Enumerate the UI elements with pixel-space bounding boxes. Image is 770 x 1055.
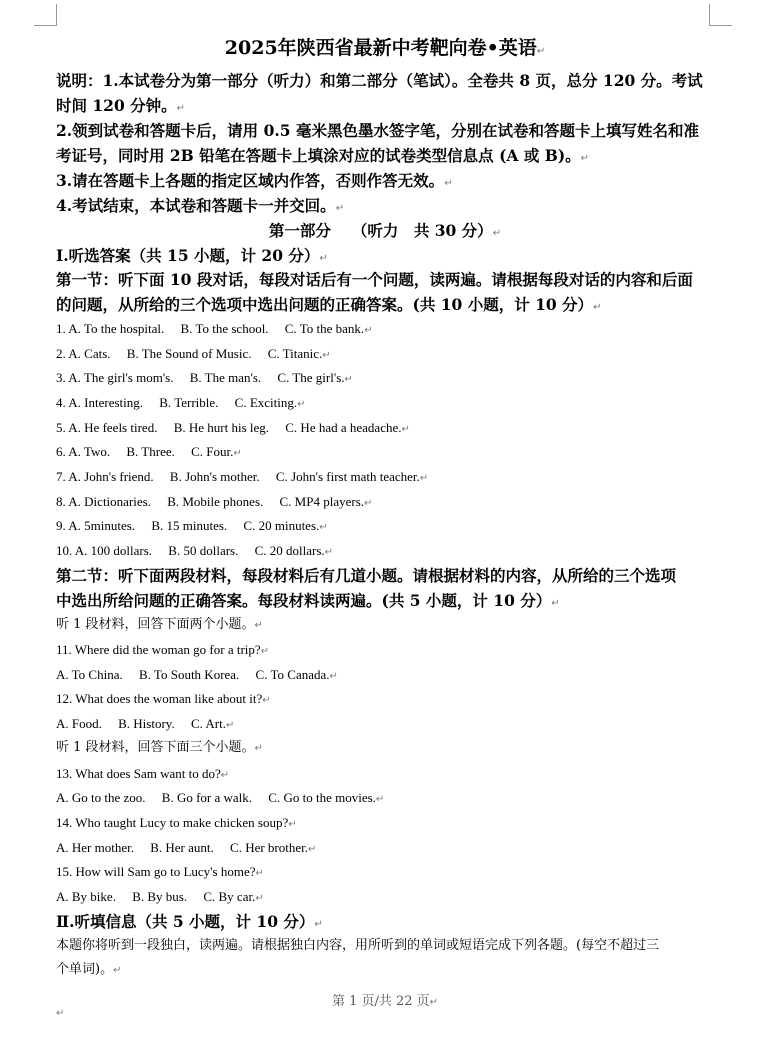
section1-sub1-text: 第一节：听下面 10 段对话，每段对话后有一个问题，读两遍。请根据每段对话的内容和后面 — [56, 270, 693, 289]
question-options: A. Her mother. B. Her aunt. C. Her brother.↵ — [56, 840, 317, 855]
question-item: 4. A. Interesting. B. Terrible. C. Exciting.↵ — [56, 395, 306, 410]
paragraph-mark: ↵ — [56, 1008, 65, 1019]
question-item: 2. A. Cats. B. The Sound of Music. C. Titanic.↵ — [56, 346, 331, 361]
section1-sub1-text: 的问题，从所给的三个选项中选出问题的正确答案。(共 10 小题，计 10 分）↵ — [56, 295, 602, 314]
instruction-line: 说明：1.本试卷分为第一部分（听力）和第二部分（笔试）。全卷共 8 页，总分 120 分。考试 — [56, 71, 703, 90]
question-options: A. To China. B. To South Korea. C. To Canada.↵ — [56, 667, 338, 682]
question-item: 3. A. The girl's mom's. B. The man's. C. The girl's.↵ — [56, 370, 353, 385]
question-options: A. Go to the zoo. B. Go for a walk. C. Go to the movies.↵ — [56, 790, 385, 805]
part1-heading: 第一部分 （听力 共 30 分）↵ — [268, 221, 502, 240]
question-stem: 11. Where did the woman go for a trip?↵ — [56, 642, 270, 657]
page-footer: 第 1 页/共 22 页↵ — [331, 994, 439, 1009]
section1-sub2-text: 中选出所给问题的正确答案。每段材料读两遍。(共 5 小题，计 10 分）↵ — [56, 591, 560, 610]
crop-mark-left-vertical — [56, 4, 57, 26]
question-item: 7. A. John's friend. B. John's mother. C. John's first math teacher.↵ — [56, 469, 429, 484]
question-item: 10. A. 100 dollars. B. 50 dollars. C. 20 dollars.↵ — [56, 543, 334, 558]
crop-mark-left-horizontal — [34, 25, 56, 26]
question-item: 1. A. To the hospital. B. To the school. C. To the bank.↵ — [56, 321, 373, 336]
instruction-line: 时间 120 分钟。↵ — [56, 96, 186, 115]
section2-text: 本题你将听到一段独白，读两遍。请根据独白内容，用所听到的单词或短语完成下列各题。(每空不超过三 — [56, 938, 660, 953]
question-stem: 12. What does the woman like about it?↵ — [56, 691, 271, 706]
section2-heading: Ⅱ.听填信息（共 5 小题，计 10 分）↵ — [56, 912, 323, 931]
instruction-line: 4.考试结束，本试卷和答题卡一并交回。↵ — [56, 196, 345, 215]
section1-sub2-text: 第二节：听下面两段材料，每段材料后有几道小题。请根据材料的内容，从所给的三个选项 — [56, 566, 677, 585]
crop-mark-right-vertical — [709, 4, 710, 26]
question-options: A. Food. B. History. C. Art.↵ — [56, 716, 235, 731]
question-item: 9. A. 5minutes. B. 15 minutes. C. 20 minutes.↵ — [56, 518, 328, 533]
question-item: 8. A. Dictionaries. B. Mobile phones. C. MP4 players.↵ — [56, 494, 373, 509]
material-intro: 听 1 段材料，回答下面两个小题。↵ — [56, 617, 263, 632]
question-stem: 13. What does Sam want to do?↵ — [56, 766, 230, 781]
section1-heading: Ⅰ.听选答案（共 15 小题，计 20 分）↵ — [56, 246, 328, 265]
question-stem: 14. Who taught Lucy to make chicken soup?↵ — [56, 815, 297, 830]
question-stem: 15. How will Sam go to Lucy's home?↵ — [56, 864, 264, 879]
page-title: 2025年陕西省最新中考靶向卷•英语↵ — [224, 37, 546, 59]
question-item: 6. A. Two. B. Three. C. Four.↵ — [56, 444, 242, 459]
section2-text: 个单词)。↵ — [56, 962, 122, 977]
question-item: 5. A. He feels tired. B. He hurt his leg. C. He had a headache.↵ — [56, 420, 410, 435]
material-intro: 听 1 段材料，回答下面三个小题。↵ — [56, 740, 263, 755]
instruction-line: 3.请在答题卡上各题的指定区域内作答，否则作答无效。↵ — [56, 171, 453, 190]
instruction-line: 考证号，同时用 2B 铅笔在答题卡上填涂对应的试卷类型信息点 (A 或 B)。↵ — [56, 146, 590, 165]
crop-mark-right-horizontal — [710, 25, 732, 26]
question-options: A. By bike. B. By bus. C. By car.↵ — [56, 889, 264, 904]
instruction-line: 2.领到试卷和答题卡后，请用 0.5 毫米黑色墨水签字笔，分别在试卷和答题卡上填写姓名和准 — [56, 121, 699, 140]
